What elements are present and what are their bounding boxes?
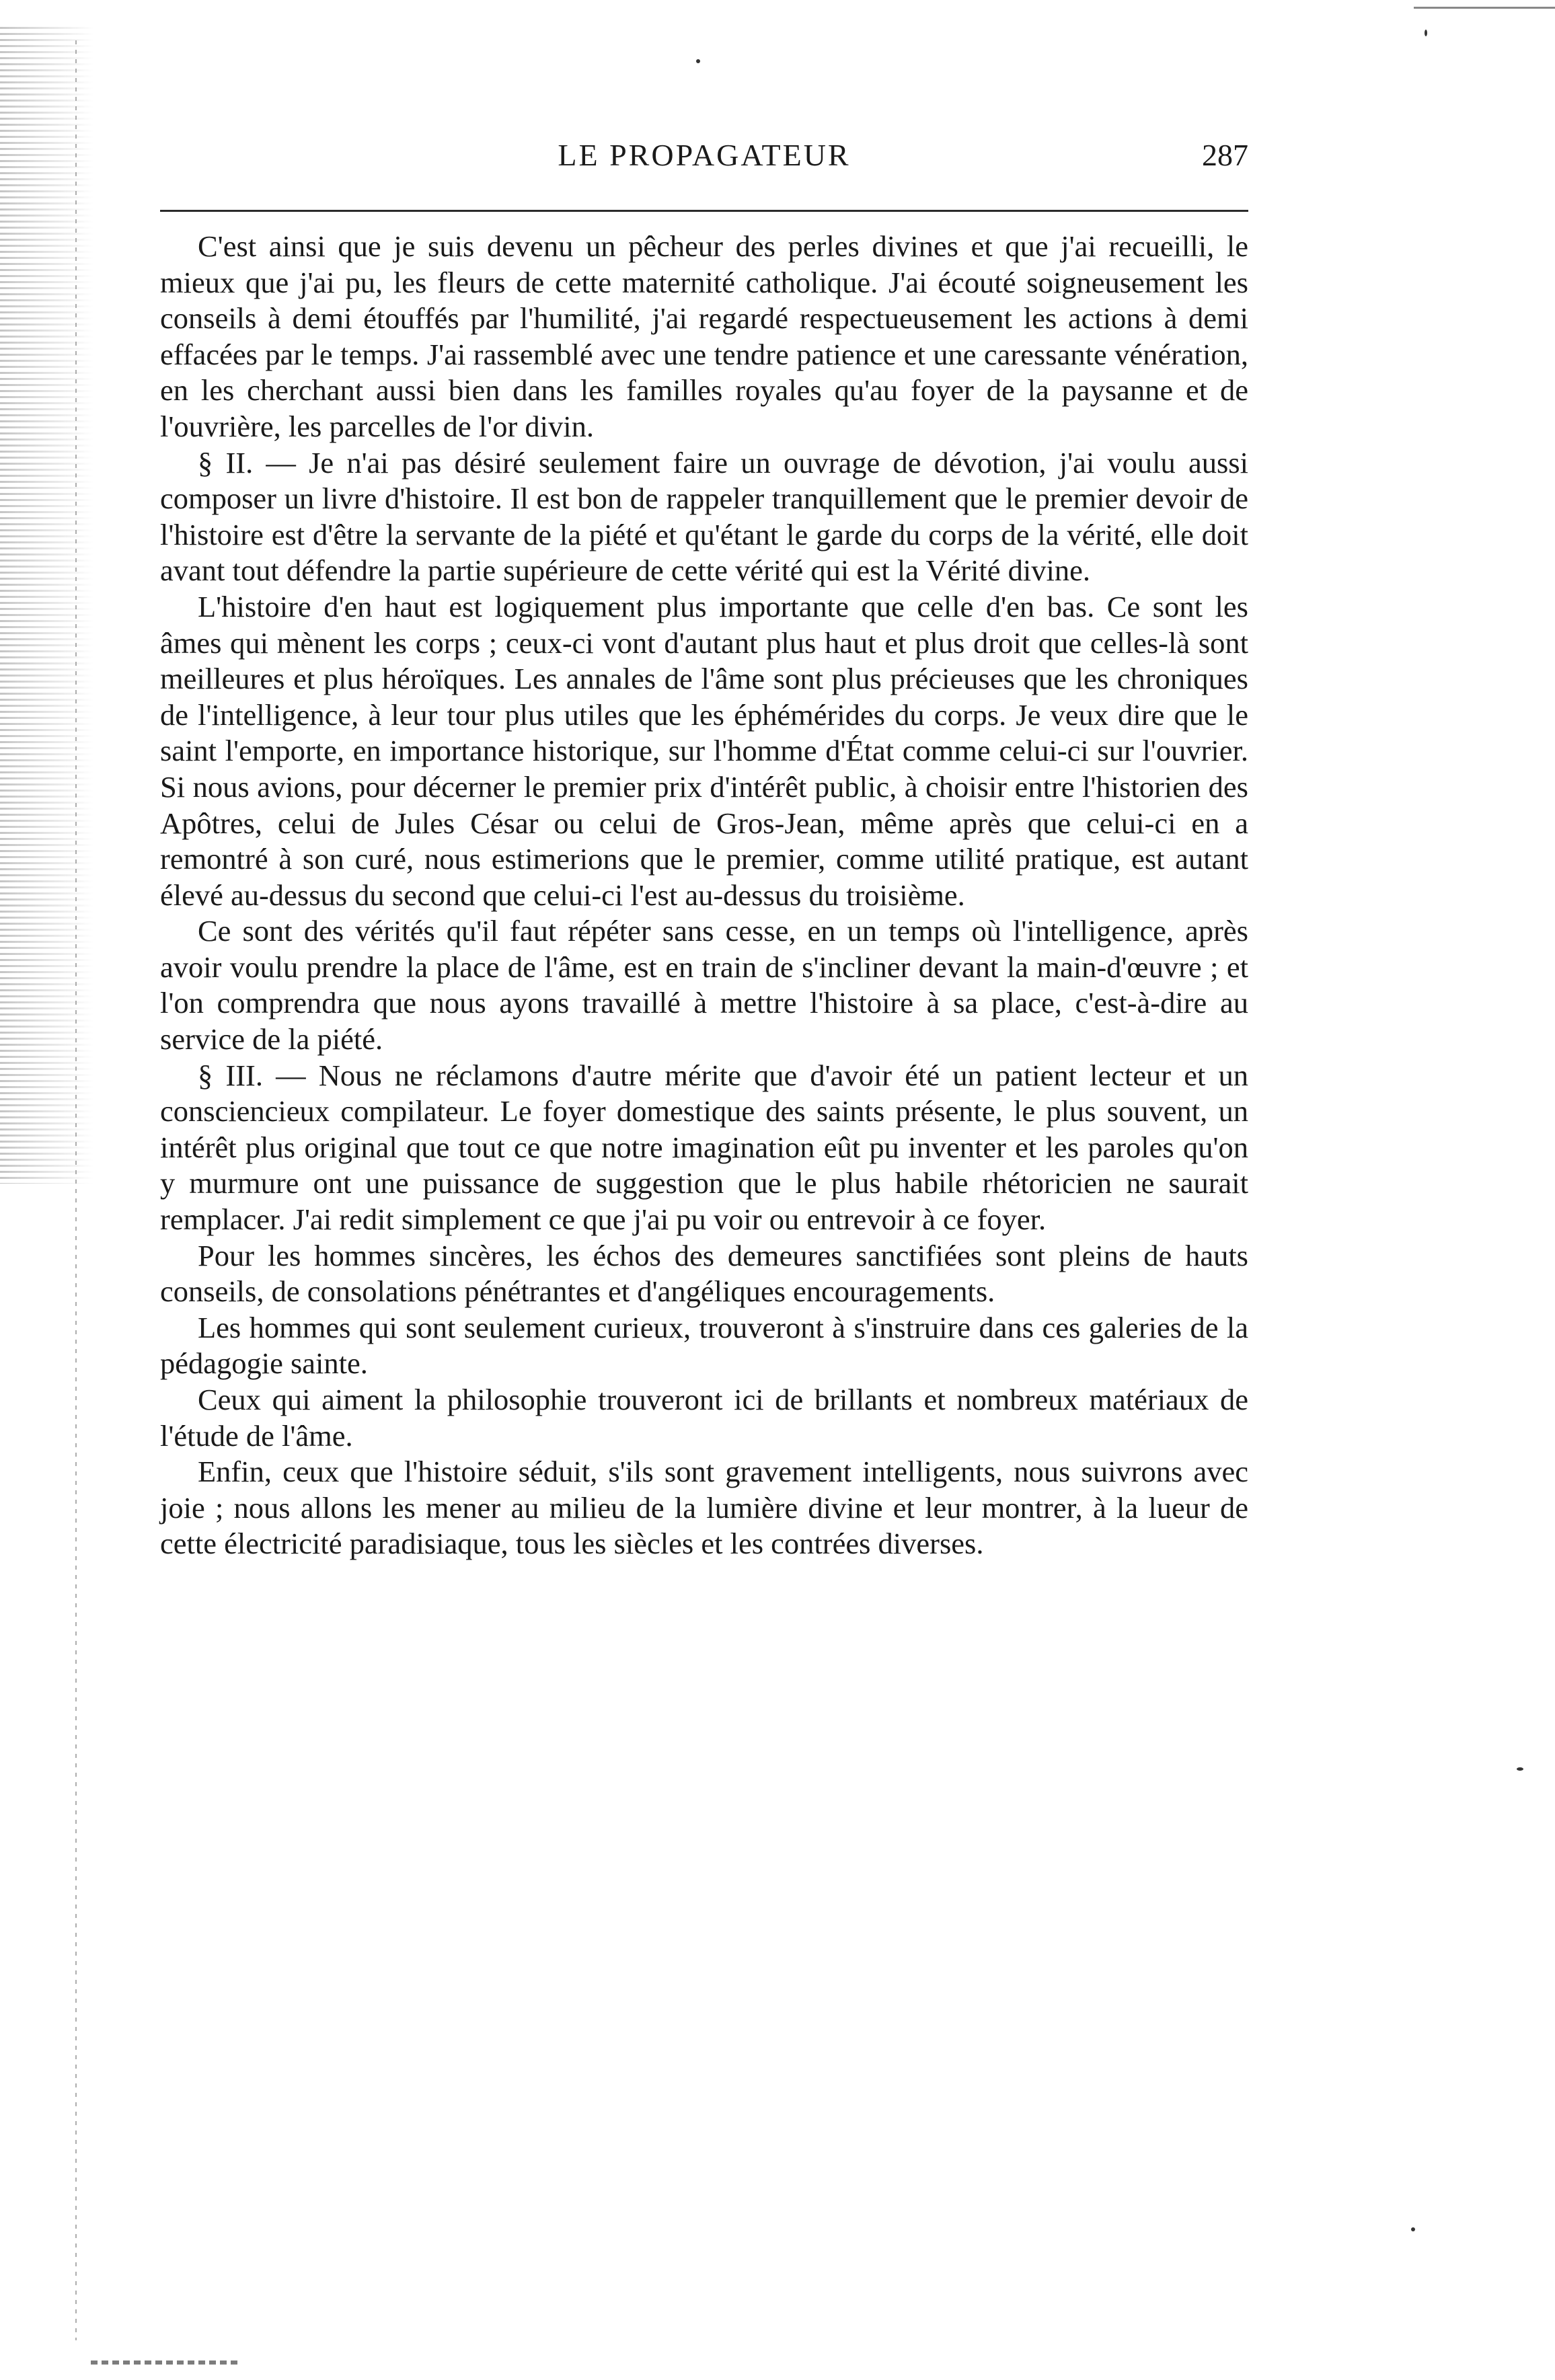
paragraph: Ce sont des vérités qu'il faut répéter sans cesse, en un temps où l'intelligence, après avoir voulu prendre la place de l'âme, est en train de s'incliner devant la main-d'œuvre ; et l'on comprendra que nous ayons travaillé à mettre l'histoire à sa place, c'est-à-dire au service de la piété. [160,914,1248,1057]
header-rule [160,210,1248,212]
scan-speck [1517,1767,1523,1771]
scan-speck [1425,30,1427,36]
page-number: 287 [1202,138,1248,172]
paragraph: Pour les hommes sincères, les échos des demeures sanctifiées sont pleins de hauts conseils, de consolations pénétrantes et d'angéliques encouragements. [160,1238,1248,1309]
paragraph: § II. — Je n'ai pas désiré seulement faire un ouvrage de dévotion, j'ai voulu aussi composer un livre d'histoire. Il est bon de rappeler tranquillement que le premier devoir de l'histoire est d'être la servante de la piété et qu'étant le garde du corps de la vérité, elle doit avant tout défendre la partie supérieure de cette vérité qui est la Vérité divine. [160,445,1248,588]
scan-bottom-mark [91,2360,239,2365]
scan-top-mark [1414,7,1555,9]
body-text [160,229,1248,1562]
scan-speck [696,59,700,63]
running-title: LE PROPAGATEUR [558,138,851,172]
paragraph: L'histoire d'en haut est logiquement plus importante que celle d'en bas. Ce sont les âmes qui mènent les corps ; ceux-ci vont d'autant plus haut et plus droit que celles-là sont meilleures et plus héroïques. Les annales de l'âme sont plus précieuses que les chroniques de l'intelligence, à leur tour plus utiles que les éphémérides du corps. Je veux dire que le saint l'emporte, en importance historique, sur l'homme d'État comme celui-ci sur l'ouvrier. Si nous avions, pour décerner le premier prix d'intérêt public, à choisir entre l'historien des Apôtres, celui de Jules César ou celui de Gros-Jean, même après que celui-ci en a remontré à son curé, nous estimerions que le premier, comme utilité pratique, est autant élevé au-dessus du second que celui-ci l'est au-dessus du troisième. [160,589,1248,912]
scan-binding-edge [0,27,94,1184]
running-head [160,132,1248,179]
paragraph: C'est ainsi que je suis devenu un pêcheur des perles divines et que j'ai recueilli, le mieux que j'ai pu, les fleurs de cette maternité catholique. J'ai écouté soigneusement les conseils à demi étouffés par l'humilité, j'ai regardé respectueusement les actions à demi effacées par le temps. J'ai rassemblé avec une tendre patience et une caressante vénération, en les cherchant aussi bien dans les familles royales qu'au foyer de la paysanne et de l'ouvrière, les parcelles de l'or divin. [160,229,1248,443]
paragraph: Enfin, ceux que l'histoire séduit, s'ils sont gravement intelligents, nous suivrons avec joie ; nous allons les mener au milieu de la lumière divine et leur montrer, à la lueur de cette électricité paradisiaque, tous les siècles et les contrées diverses. [160,1455,1248,1561]
scan-gutter-line [75,40,77,2340]
paragraph: Les hommes qui sont seulement curieux, trouveront à s'instruire dans ces galeries de la pédagogie sainte. [160,1310,1248,1381]
paragraph: Ceux qui aiment la philosophie trouveront ici de brillants et nombreux matériaux de l'étude de l'âme. [160,1383,1248,1453]
paragraph: § III. — Nous ne réclamons d'autre mérite que d'avoir été un patient lecteur et un consciencieux compilateur. Le foyer domestique des saints présente, le plus souvent, un intérêt plus original que tout ce que notre imagination eût pu inventer et les paroles qu'on y murmure ont une puissance de suggestion que le plus habile rhétoricien ne saurait remplacer. J'ai redit simplement ce que j'ai pu voir ou entrevoir à ce foyer. [160,1058,1248,1237]
scan-speck [1411,2227,1415,2231]
